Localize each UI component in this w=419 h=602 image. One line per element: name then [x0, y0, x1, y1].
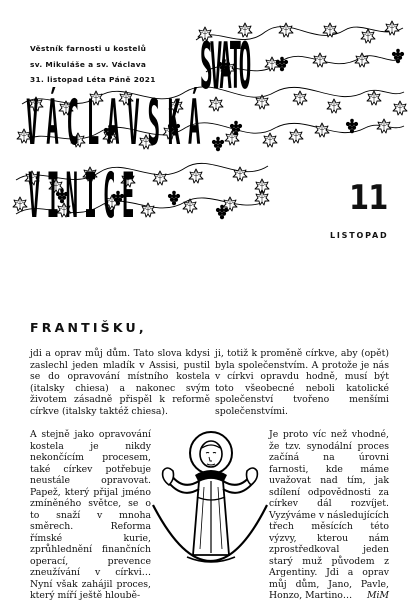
subtitle-line-1: Věstník farnosti u kostelů	[30, 44, 147, 53]
article-heading: FRANTIŠKU,	[30, 320, 147, 335]
article-col2-top: ji, totiž k proměně církve, aby (opět) byla společenstvím. A protože je nás v církvi opravdu hodně, musí být toto všeobecné neboli katolické společenství tvořeno menšími společenstvími.	[215, 348, 389, 417]
subtitle-line-2: sv. Mikuláše a sv. Václava	[30, 59, 147, 69]
masthead-title-line-3: VINICE	[28, 160, 141, 233]
masthead-title-line-2: VÁCLAVSKÁ	[26, 87, 209, 160]
article-col2-narrow	[269, 429, 389, 602]
article-signature: MiM	[366, 590, 389, 601]
article-col1-top: jdi a oprav můj dům. Tato slova kdysi zaslechl jeden mladík v Assisi, pustil se do opravování místního kostela (italsky chiesa) a nakonec svým životem zásadně přispěl k reformě církve (italsky taktéž chiesa).	[30, 348, 210, 417]
subtitle-line-3: 31. listopad Léta Páně 2021	[30, 75, 156, 84]
article-col2-narrow-text: Je proto víc než vhodné, že tzv. synodální proces začíná na úrovni farnosti, kde máme uvažovat nad tím, jak sdílení odpovědnosti za církev dál rozvíjet. Vyzýváme v následujících třech měsících této výzvy, kterou nám zprostředkoval jeden starý muž původem z Argentiny. Jdi a oprav můj dům, Jano, Pavle, Honzo, Martino…	[269, 429, 389, 601]
saint-francis-illustration-icon	[151, 417, 269, 577]
issue-number: 11	[349, 178, 388, 218]
masthead-title-line-1: SVATO	[200, 30, 249, 105]
issue-month: LISTOPAD	[330, 231, 389, 240]
article-col1-narrow: A stejně jako opravování kostela je nikdy nekončícím procesem, také církev potřebuje neustále opravovat. Papež, který přijal jméno zmíněného světce, se o to snaží v mnoha směrech. Reforma římské kurie, zprůhlednění finančních operací, prevence zneužívání v církvi… Nyní však zahájil proces, který míří ještě hloubě-	[30, 429, 151, 601]
